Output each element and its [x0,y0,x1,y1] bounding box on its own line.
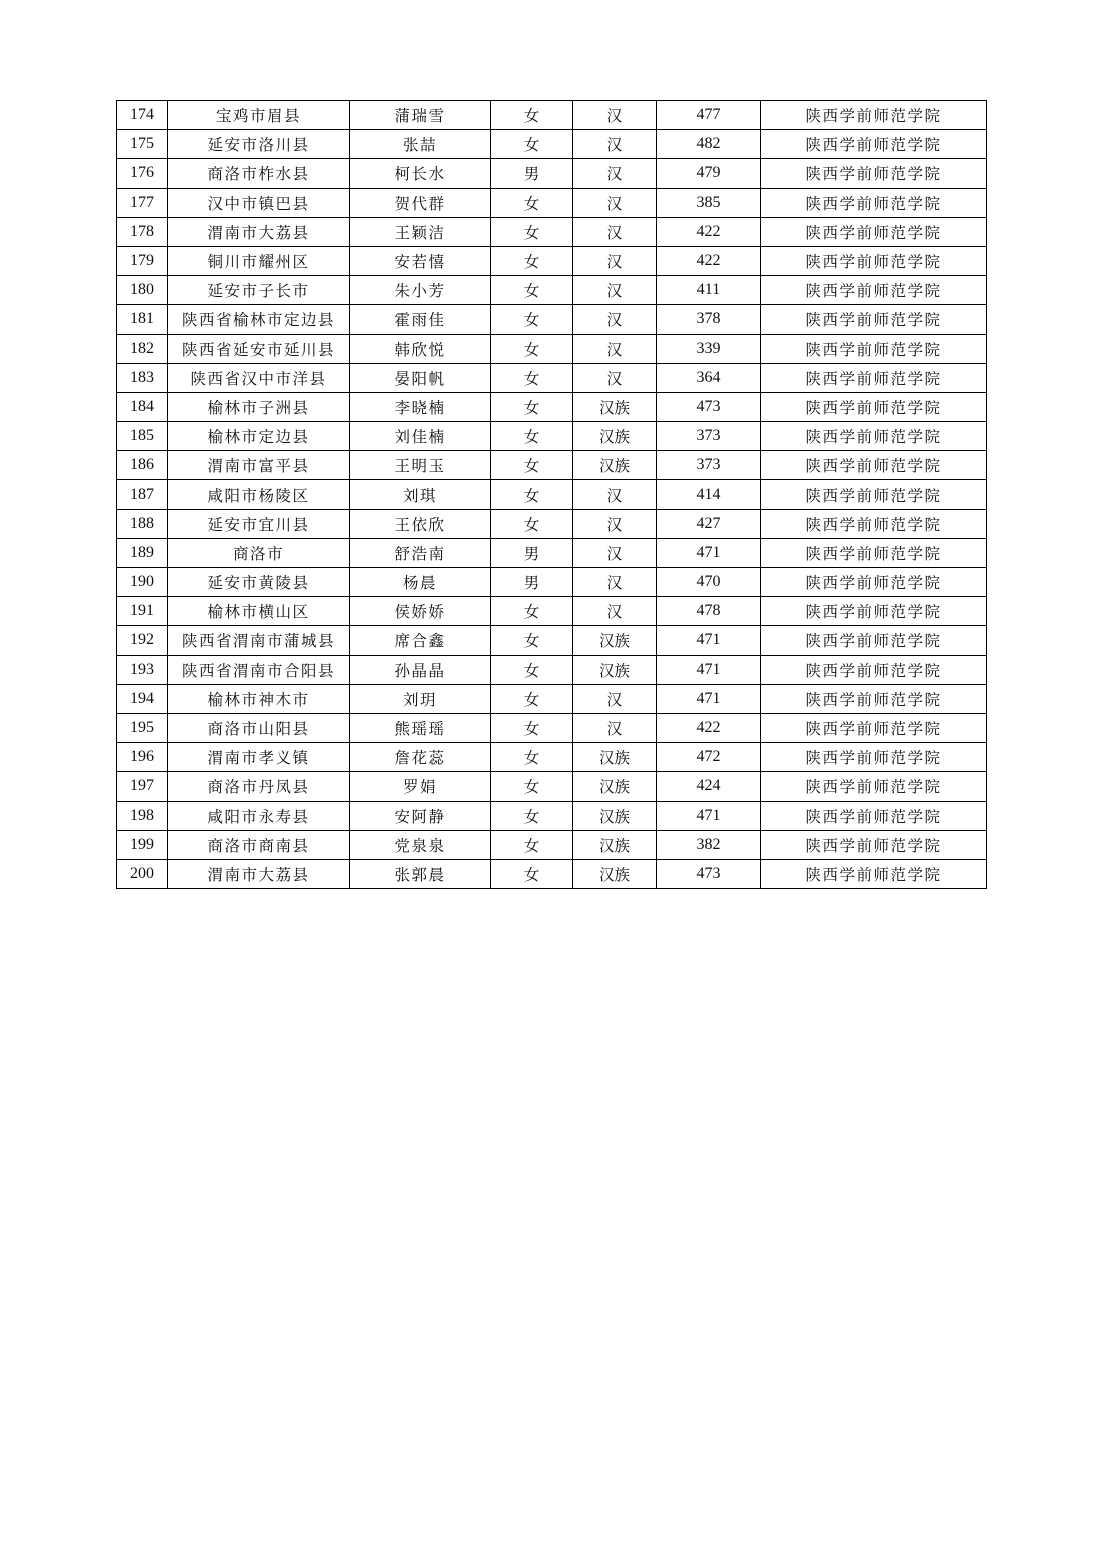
table-row [117,363,987,392]
ethnicity-cell: 汉 [573,597,657,626]
origin-cell: 渭南市富平县 [168,451,350,480]
table-row [117,859,987,888]
school-cell: 陕西学前师范学院 [761,655,987,684]
score-cell: 477 [657,101,761,130]
school-cell: 陕西学前师范学院 [761,363,987,392]
ethnicity-cell: 汉 [573,334,657,363]
school-cell: 陕西学前师范学院 [761,130,987,159]
student-name-cell: 柯长水 [350,159,491,188]
student-name-cell: 杨晨 [350,568,491,597]
table-row [117,626,987,655]
school-cell: 陕西学前师范学院 [761,159,987,188]
origin-cell: 榆林市神木市 [168,684,350,713]
score-cell: 479 [657,159,761,188]
gender-cell: 女 [491,276,573,305]
score-cell: 471 [657,801,761,830]
student-name-cell: 安阿静 [350,801,491,830]
student-name-cell: 刘玥 [350,684,491,713]
table-row [117,276,987,305]
gender-cell: 女 [491,743,573,772]
gender-cell: 女 [491,334,573,363]
ethnicity-cell: 汉族 [573,830,657,859]
gender-cell: 女 [491,101,573,130]
score-cell: 471 [657,538,761,567]
student-name-cell: 刘琪 [350,480,491,509]
origin-cell: 延安市子长市 [168,276,350,305]
school-cell: 陕西学前师范学院 [761,451,987,480]
gender-cell: 女 [491,655,573,684]
roster-body [117,101,987,889]
student-name-cell: 刘佳楠 [350,422,491,451]
ethnicity-cell: 汉 [573,276,657,305]
table-row [117,188,987,217]
ethnicity-cell: 汉 [573,188,657,217]
ethnicity-cell: 汉 [573,684,657,713]
gender-cell: 女 [491,713,573,742]
row-number-cell: 183 [117,363,168,392]
origin-cell: 榆林市横山区 [168,597,350,626]
school-cell: 陕西学前师范学院 [761,568,987,597]
row-number-cell: 186 [117,451,168,480]
gender-cell: 女 [491,392,573,421]
student-name-cell: 党泉泉 [350,830,491,859]
row-number-cell: 194 [117,684,168,713]
row-number-cell: 185 [117,422,168,451]
school-cell: 陕西学前师范学院 [761,626,987,655]
school-cell: 陕西学前师范学院 [761,276,987,305]
school-cell: 陕西学前师范学院 [761,859,987,888]
score-cell: 422 [657,713,761,742]
table-row [117,743,987,772]
score-cell: 422 [657,246,761,275]
student-name-cell: 安若憘 [350,246,491,275]
gender-cell: 男 [491,568,573,597]
gender-cell: 女 [491,451,573,480]
origin-cell: 商洛市山阳县 [168,713,350,742]
row-number-cell: 197 [117,772,168,801]
student-name-cell: 贺代群 [350,188,491,217]
gender-cell: 男 [491,159,573,188]
school-cell: 陕西学前师范学院 [761,188,987,217]
gender-cell: 女 [491,859,573,888]
table-row [117,130,987,159]
ethnicity-cell: 汉族 [573,392,657,421]
origin-cell: 商洛市柞水县 [168,159,350,188]
origin-cell: 陕西省延安市延川县 [168,334,350,363]
table-row [117,509,987,538]
row-number-cell: 199 [117,830,168,859]
school-cell: 陕西学前师范学院 [761,713,987,742]
ethnicity-cell: 汉 [573,101,657,130]
student-name-cell: 王明玉 [350,451,491,480]
student-name-cell: 侯娇娇 [350,597,491,626]
origin-cell: 延安市宜川县 [168,509,350,538]
school-cell: 陕西学前师范学院 [761,684,987,713]
gender-cell: 女 [491,188,573,217]
score-cell: 414 [657,480,761,509]
ethnicity-cell: 汉 [573,538,657,567]
student-name-cell: 蒲瑞雪 [350,101,491,130]
school-cell: 陕西学前师范学院 [761,509,987,538]
ethnicity-cell: 汉族 [573,626,657,655]
school-cell: 陕西学前师范学院 [761,743,987,772]
origin-cell: 铜川市耀州区 [168,246,350,275]
row-number-cell: 176 [117,159,168,188]
origin-cell: 商洛市 [168,538,350,567]
table-row [117,480,987,509]
table-row [117,713,987,742]
gender-cell: 女 [491,246,573,275]
score-cell: 422 [657,217,761,246]
school-cell: 陕西学前师范学院 [761,392,987,421]
row-number-cell: 187 [117,480,168,509]
student-name-cell: 李晓楠 [350,392,491,421]
school-cell: 陕西学前师范学院 [761,305,987,334]
ethnicity-cell: 汉 [573,480,657,509]
row-number-cell: 179 [117,246,168,275]
school-cell: 陕西学前师范学院 [761,538,987,567]
table-row [117,422,987,451]
score-cell: 427 [657,509,761,538]
origin-cell: 榆林市定边县 [168,422,350,451]
school-cell: 陕西学前师范学院 [761,801,987,830]
gender-cell: 女 [491,684,573,713]
origin-cell: 咸阳市杨陵区 [168,480,350,509]
student-name-cell: 张喆 [350,130,491,159]
origin-cell: 延安市洛川县 [168,130,350,159]
student-name-cell: 朱小芳 [350,276,491,305]
origin-cell: 宝鸡市眉县 [168,101,350,130]
ethnicity-cell: 汉 [573,217,657,246]
student-name-cell: 詹花蕊 [350,743,491,772]
origin-cell: 渭南市大荔县 [168,217,350,246]
school-cell: 陕西学前师范学院 [761,422,987,451]
gender-cell: 女 [491,801,573,830]
school-cell: 陕西学前师范学院 [761,334,987,363]
table-row [117,684,987,713]
ethnicity-cell: 汉族 [573,451,657,480]
ethnicity-cell: 汉族 [573,772,657,801]
score-cell: 373 [657,451,761,480]
table-row [117,305,987,334]
row-number-cell: 182 [117,334,168,363]
row-number-cell: 193 [117,655,168,684]
row-number-cell: 192 [117,626,168,655]
student-name-cell: 舒浩南 [350,538,491,567]
ethnicity-cell: 汉 [573,568,657,597]
score-cell: 424 [657,772,761,801]
gender-cell: 女 [491,597,573,626]
student-name-cell: 孙晶晶 [350,655,491,684]
school-cell: 陕西学前师范学院 [761,772,987,801]
gender-cell: 女 [491,830,573,859]
student-name-cell: 王依欣 [350,509,491,538]
score-cell: 339 [657,334,761,363]
gender-cell: 女 [491,305,573,334]
origin-cell: 汉中市镇巴县 [168,188,350,217]
student-name-cell: 张郭晨 [350,859,491,888]
ethnicity-cell: 汉 [573,130,657,159]
row-number-cell: 198 [117,801,168,830]
row-number-cell: 200 [117,859,168,888]
origin-cell: 渭南市孝义镇 [168,743,350,772]
row-number-cell: 189 [117,538,168,567]
row-number-cell: 180 [117,276,168,305]
ethnicity-cell: 汉 [573,363,657,392]
gender-cell: 女 [491,509,573,538]
ethnicity-cell: 汉 [573,509,657,538]
student-name-cell: 王颖洁 [350,217,491,246]
student-name-cell: 霍雨佳 [350,305,491,334]
origin-cell: 榆林市子洲县 [168,392,350,421]
row-number-cell: 181 [117,305,168,334]
score-cell: 473 [657,392,761,421]
student-roster-table [116,100,987,889]
score-cell: 411 [657,276,761,305]
score-cell: 385 [657,188,761,217]
table-row [117,334,987,363]
table-row [117,655,987,684]
score-cell: 373 [657,422,761,451]
table-row [117,772,987,801]
gender-cell: 女 [491,363,573,392]
table-row [117,801,987,830]
origin-cell: 陕西省渭南市蒲城县 [168,626,350,655]
table-row [117,451,987,480]
student-name-cell: 熊瑶瑶 [350,713,491,742]
score-cell: 482 [657,130,761,159]
ethnicity-cell: 汉 [573,159,657,188]
table-row [117,101,987,130]
ethnicity-cell: 汉 [573,713,657,742]
row-number-cell: 177 [117,188,168,217]
school-cell: 陕西学前师范学院 [761,246,987,275]
ethnicity-cell: 汉族 [573,801,657,830]
row-number-cell: 175 [117,130,168,159]
score-cell: 471 [657,655,761,684]
row-number-cell: 174 [117,101,168,130]
origin-cell: 商洛市丹凤县 [168,772,350,801]
gender-cell: 女 [491,422,573,451]
score-cell: 471 [657,626,761,655]
table-row [117,392,987,421]
gender-cell: 女 [491,130,573,159]
table-row [117,159,987,188]
score-cell: 470 [657,568,761,597]
ethnicity-cell: 汉 [573,305,657,334]
table-row [117,568,987,597]
score-cell: 378 [657,305,761,334]
ethnicity-cell: 汉族 [573,743,657,772]
score-cell: 382 [657,830,761,859]
student-name-cell: 晏阳帆 [350,363,491,392]
origin-cell: 渭南市大荔县 [168,859,350,888]
table-row [117,217,987,246]
gender-cell: 女 [491,480,573,509]
school-cell: 陕西学前师范学院 [761,597,987,626]
score-cell: 478 [657,597,761,626]
table-row [117,246,987,275]
table-row [117,538,987,567]
row-number-cell: 195 [117,713,168,742]
ethnicity-cell: 汉族 [573,859,657,888]
gender-cell: 女 [491,772,573,801]
ethnicity-cell: 汉族 [573,422,657,451]
student-name-cell: 席合鑫 [350,626,491,655]
score-cell: 364 [657,363,761,392]
row-number-cell: 196 [117,743,168,772]
origin-cell: 咸阳市永寿县 [168,801,350,830]
origin-cell: 商洛市商南县 [168,830,350,859]
school-cell: 陕西学前师范学院 [761,101,987,130]
student-name-cell: 罗娟 [350,772,491,801]
origin-cell: 陕西省渭南市合阳县 [168,655,350,684]
row-number-cell: 178 [117,217,168,246]
school-cell: 陕西学前师范学院 [761,217,987,246]
table-row [117,597,987,626]
gender-cell: 女 [491,217,573,246]
table-row [117,830,987,859]
origin-cell: 陕西省榆林市定边县 [168,305,350,334]
score-cell: 472 [657,743,761,772]
school-cell: 陕西学前师范学院 [761,830,987,859]
row-number-cell: 191 [117,597,168,626]
score-cell: 473 [657,859,761,888]
row-number-cell: 190 [117,568,168,597]
row-number-cell: 188 [117,509,168,538]
ethnicity-cell: 汉 [573,246,657,275]
gender-cell: 男 [491,538,573,567]
gender-cell: 女 [491,626,573,655]
origin-cell: 陕西省汉中市洋县 [168,363,350,392]
school-cell: 陕西学前师范学院 [761,480,987,509]
row-number-cell: 184 [117,392,168,421]
ethnicity-cell: 汉族 [573,655,657,684]
origin-cell: 延安市黄陵县 [168,568,350,597]
score-cell: 471 [657,684,761,713]
student-name-cell: 韩欣悦 [350,334,491,363]
